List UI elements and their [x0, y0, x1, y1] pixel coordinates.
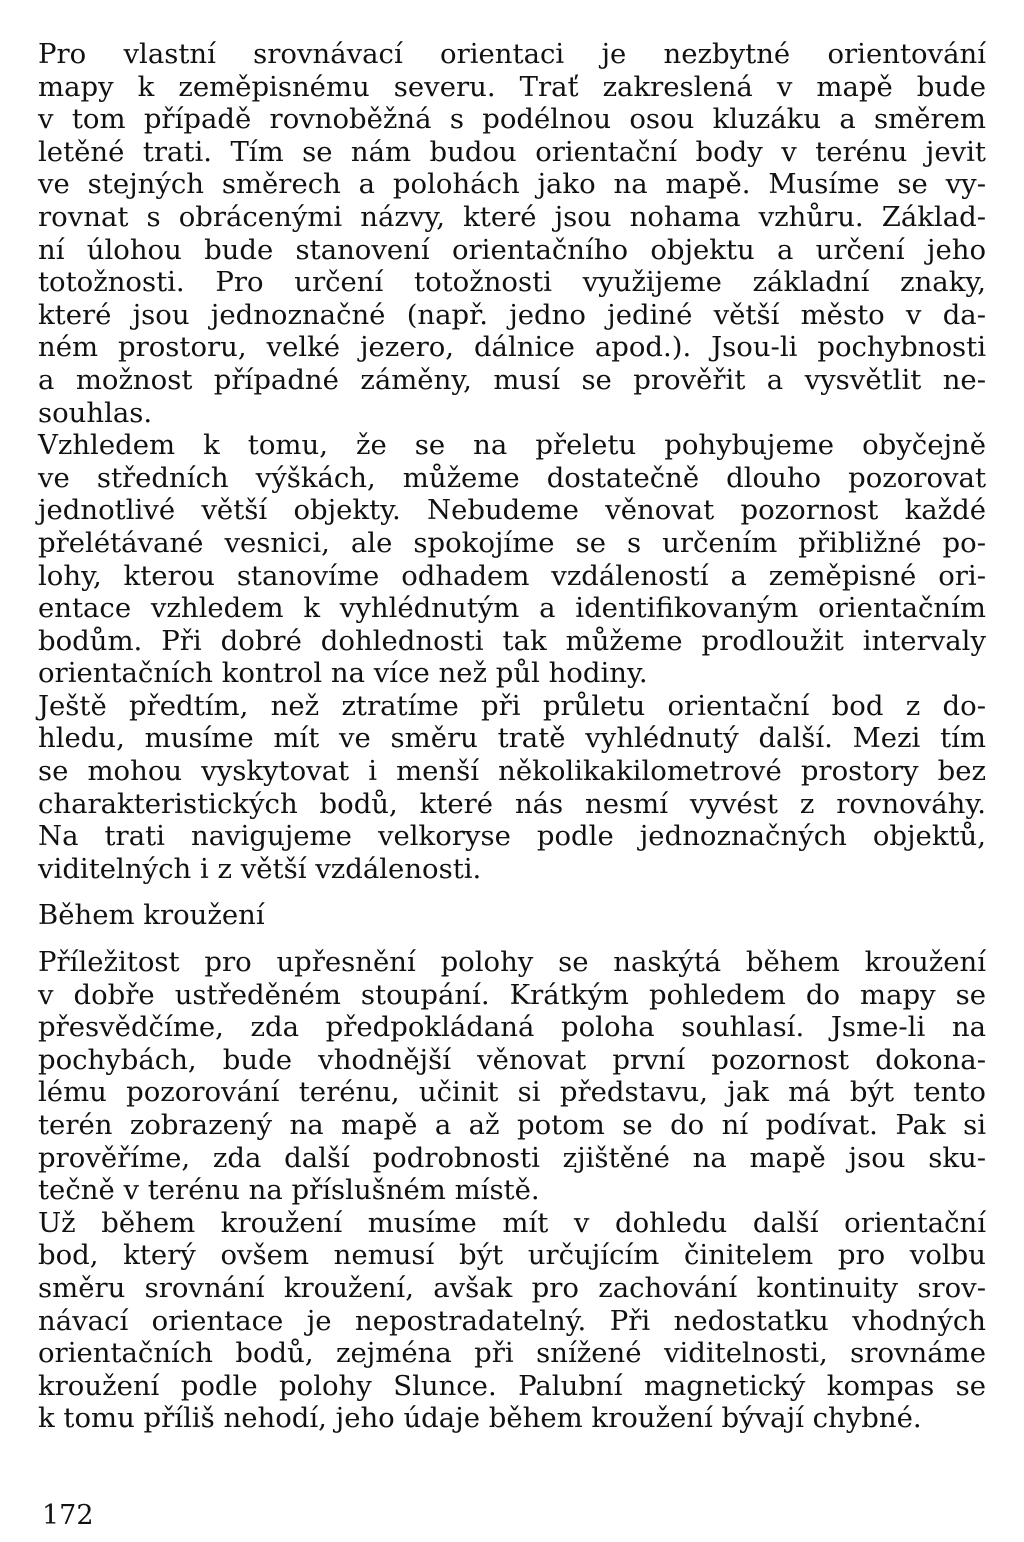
page-number: 172	[42, 1500, 94, 1531]
paragraph-2	[38, 429, 986, 690]
text-line: v dobře ustředěném stoupání. Krátkým pohledem do mapy se	[38, 978, 986, 1011]
text-line: bodům. Při dobré dohlednosti tak můžeme prodloužit intervaly	[38, 624, 986, 657]
paragraph-5	[38, 1207, 986, 1435]
text-line: souhlas.	[38, 396, 153, 429]
text-line: a možnost případné záměny, musí se prověřit a vysvětlit ne-	[38, 363, 986, 396]
text-line: se mohou vyskytovat i menší několikakilometrové prostory bez	[38, 755, 986, 788]
text-line: ném prostoru, velké jezero, dálnice apod.). Jsou-li pochybnosti	[38, 331, 986, 364]
text-line: které jsou jednoznačné (např. jedno jediné větší město v da-	[38, 298, 986, 331]
text-line: totožnosti. Pro určení totožnosti využijeme základní znaky,	[38, 266, 986, 299]
page-body	[38, 38, 986, 1435]
text-line: v tom případě rovnoběžná s podélnou osou kluzáku a směrem	[38, 103, 986, 136]
text-line: mapy k zeměpisnému severu. Trať zakreslená v mapě bude	[38, 70, 986, 103]
text-line: orientačních bodů, zejména při snížené viditelnosti, srovnáme	[38, 1337, 986, 1370]
text-line: hledu, musíme mít ve směru tratě vyhlédnutý další. Mezi tím	[38, 722, 986, 755]
text-line: charakteristických bodů, které nás nesmí vyvést z rovnováhy.	[38, 787, 986, 820]
text-line: terén zobrazený na mapě a až potom se do ní podívat. Pak si	[38, 1109, 986, 1141]
text-line: přesvědčíme, zda předpokládaná poloha souhlasí. Jsme-li na	[38, 1011, 986, 1044]
paragraph-4	[38, 946, 986, 1207]
paragraph-3	[38, 690, 986, 886]
text-line: tečně v terénu na příslušném místě.	[38, 1174, 540, 1207]
text-line: kroužení podle polohy Slunce. Palubní magnetický kompas se	[38, 1369, 986, 1402]
text-line: ve středních výškách, můžeme dostatečně dlouho pozorovat	[38, 461, 986, 494]
text-line: návací orientace je nepostradatelný. Při nedostatku vhodných	[38, 1304, 986, 1337]
text-line: lému pozorování terénu, učinit si představu, jak má být tento	[38, 1076, 986, 1109]
paragraph-1	[38, 38, 986, 429]
text-line: jednotlivé větší objekty. Nebudeme věnovat pozornost každé	[38, 494, 986, 527]
text-line: Už během kroužení musíme mít v dohledu další orientační	[38, 1206, 986, 1239]
text-line: směru srovnání kroužení, avšak pro zachování kontinuity srov-	[38, 1271, 986, 1304]
text-line: Vzhledem k tomu, že se na přeletu pohybujeme obyčejně	[38, 429, 986, 462]
text-line: Ještě předtím, než ztratíme při průletu orientační bod z do-	[38, 689, 986, 722]
text-line: bod, který ovšem nemusí být určujícím činitelem pro volbu	[38, 1239, 986, 1272]
text-line: ve stejných směrech a polohách jako na mapě. Musíme se vy-	[38, 168, 986, 201]
text-line: k tomu příliš nehodí, jeho údaje během kroužení bývají chybné.	[38, 1402, 922, 1435]
text-line: orientačních kontrol na více než půl hodiny.	[38, 657, 648, 690]
text-line: pochybách, bude vhodnější věnovat první pozornost dokona-	[38, 1043, 986, 1076]
text-line: lohy, kterou stanovíme odhadem vzdáleností a zeměpisné ori-	[38, 559, 986, 592]
text-line: Na trati navigujeme velkoryse podle jednoznačných objektů,	[38, 820, 986, 853]
text-line: přelétávané vesnici, ale spokojíme se s určením přibližné po-	[38, 526, 986, 559]
text-line: viditelných i z větší vzdálenosti.	[38, 852, 482, 885]
text-line: rovnat s obrácenými názvy, které jsou nohama vzhůru. Základ-	[38, 200, 986, 233]
text-line: letěné trati. Tím se nám budou orientační body v terénu jevit	[38, 135, 986, 168]
text-line: ní úlohou bude stanovení orientačního objektu a určení jeho	[38, 233, 986, 266]
section-heading: Během kroužení	[38, 899, 265, 932]
text-line: entace vzhledem k vyhlédnutým a identifikovaným orientačním	[38, 592, 986, 625]
text-line: prověříme, zda další podrobnosti zjištěné na mapě jsou sku-	[38, 1141, 986, 1174]
text-line: Příležitost pro upřesnění polohy se naskýtá během kroužení	[38, 946, 986, 979]
text-line: Pro vlastní srovnávací orientaci je nezbytné orientování	[38, 38, 986, 70]
